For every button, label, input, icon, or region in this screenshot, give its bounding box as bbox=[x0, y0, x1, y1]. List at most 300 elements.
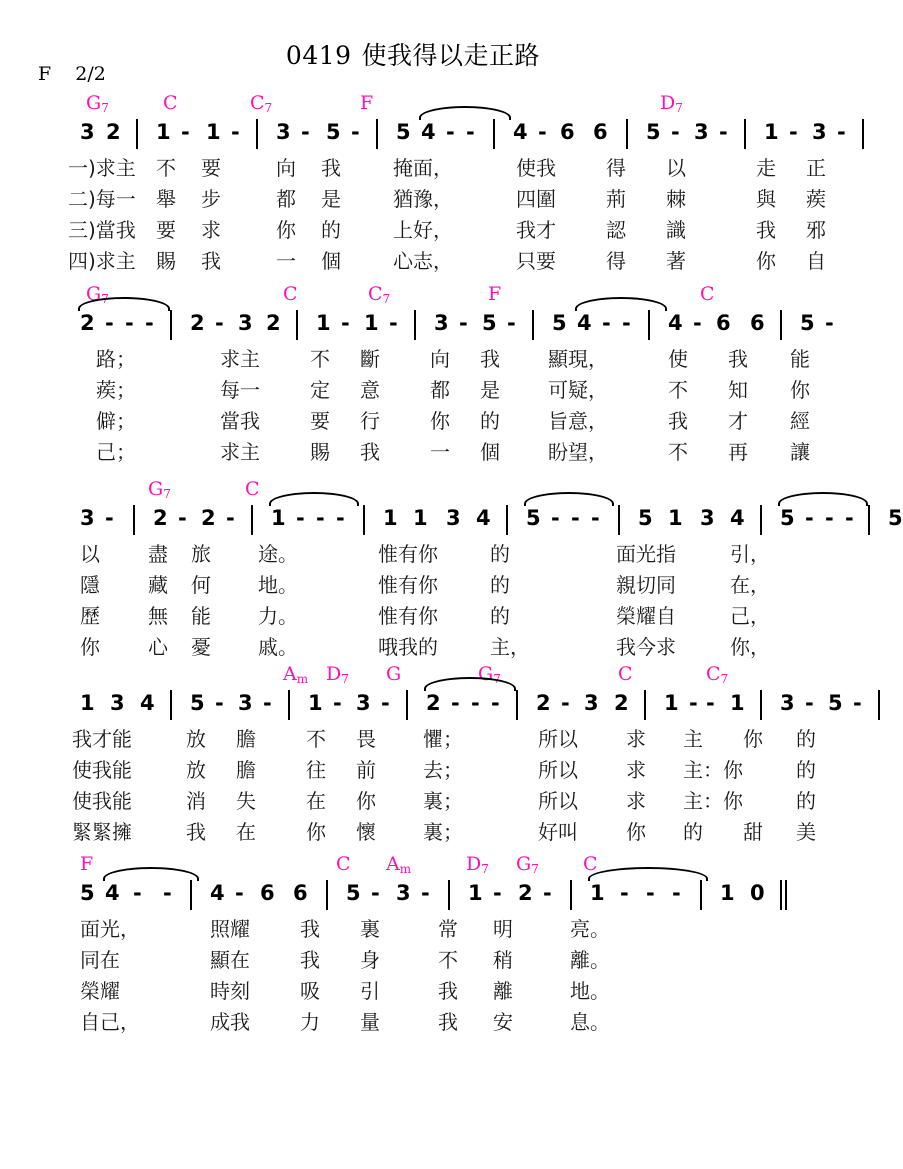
note-number: 3 bbox=[694, 120, 709, 144]
note-duration-dash: - bbox=[551, 506, 560, 530]
lyric-syllable: 著 bbox=[666, 249, 686, 273]
note-duration-dash: - bbox=[591, 506, 600, 530]
lyric-syllable: 量 bbox=[360, 1010, 380, 1034]
chord-symbol: $C_7$ bbox=[368, 283, 391, 306]
note-duration-dash: - bbox=[301, 120, 310, 144]
lyric-syllable: 榮耀自 bbox=[616, 604, 676, 628]
lyric-syllable: 旨意， bbox=[548, 409, 608, 433]
lyric-syllable: 一)求主 bbox=[68, 156, 136, 180]
lyric-syllable: 識 bbox=[666, 218, 686, 242]
lyric-line-verse-1 bbox=[38, 345, 810, 376]
lyric-syllable: 三)當我 bbox=[68, 218, 136, 242]
lyric-syllable: 路； bbox=[96, 347, 136, 371]
lyric-syllable: 意 bbox=[360, 378, 380, 402]
lyric-syllable: 在 bbox=[236, 820, 256, 844]
lyric-syllable: 求 bbox=[626, 727, 646, 751]
lyric-syllable: 求主 bbox=[220, 440, 260, 464]
system-2-note-row bbox=[38, 309, 834, 343]
lyric-syllable: 一 bbox=[430, 440, 450, 464]
lyric-syllable: 求 bbox=[626, 758, 646, 782]
system-2 bbox=[38, 283, 834, 469]
lyric-syllable: 時刻 bbox=[210, 979, 250, 1003]
chord-extension: 7 bbox=[675, 101, 683, 115]
barline bbox=[744, 119, 746, 149]
barline bbox=[644, 690, 646, 720]
page-title bbox=[0, 36, 826, 72]
lyric-syllable: 我今求 bbox=[616, 635, 676, 659]
system-5 bbox=[38, 853, 796, 1039]
lyric-syllable: 身 bbox=[360, 948, 380, 972]
note-duration-dash: - bbox=[646, 881, 655, 905]
note-duration-dash: - bbox=[451, 691, 460, 715]
note-duration-dash: - bbox=[263, 691, 272, 715]
system-5-note-row bbox=[38, 879, 796, 913]
note-number: 2 bbox=[201, 506, 216, 530]
lyric-syllable: 走 bbox=[756, 156, 776, 180]
lyric-syllable: 我 bbox=[438, 979, 458, 1003]
system-1-lyrics bbox=[38, 154, 826, 278]
chord-extension: 7 bbox=[163, 487, 171, 501]
lyric-syllable: 己， bbox=[730, 604, 770, 628]
note-number: 1 bbox=[590, 881, 605, 905]
lyric-syllable: 求 bbox=[201, 218, 221, 242]
note-duration-dash: - bbox=[215, 311, 224, 335]
lyric-syllable: 榮耀 bbox=[80, 979, 120, 1003]
lyric-syllable: 要 bbox=[156, 218, 176, 242]
lyric-syllable: 失 bbox=[236, 789, 256, 813]
lyric-syllable: 心 bbox=[148, 635, 168, 659]
lyric-syllable: 舉 bbox=[156, 187, 176, 211]
note-number: 4 bbox=[140, 691, 155, 715]
note-duration-dash: - bbox=[341, 311, 350, 335]
chord-symbol: $D_7$ bbox=[466, 853, 489, 876]
lyric-syllable: 你 bbox=[756, 249, 776, 273]
note-duration-dash: - bbox=[471, 691, 480, 715]
lyric-syllable: 自己， bbox=[80, 1010, 140, 1034]
note-duration-dash: - bbox=[333, 691, 342, 715]
lyric-syllable: 不 bbox=[438, 948, 458, 972]
lyric-syllable: 安 bbox=[493, 1010, 513, 1034]
lyric-syllable: 經 bbox=[790, 409, 810, 433]
lyric-syllable: 惟有你 bbox=[378, 573, 438, 597]
barline bbox=[288, 690, 290, 720]
chord-symbol: C bbox=[336, 853, 351, 875]
chord-extension: m bbox=[296, 672, 309, 686]
note-duration-dash: - bbox=[622, 311, 631, 335]
lyric-syllable: 地。 bbox=[570, 979, 610, 1003]
lyric-line-verse-1 bbox=[38, 154, 826, 185]
hymn-number: 0419 bbox=[285, 41, 352, 70]
lyric-line-verse-1 bbox=[38, 725, 816, 756]
system-3-note-row bbox=[38, 504, 903, 538]
lyric-syllable: 斷 bbox=[360, 347, 380, 371]
note-number: 4 bbox=[668, 311, 683, 335]
lyric-syllable: 正 bbox=[806, 156, 826, 180]
chord-symbol: $G_7$ bbox=[86, 283, 109, 306]
barline bbox=[760, 690, 762, 720]
lyric-line-verse-4 bbox=[38, 633, 796, 664]
system-1 bbox=[38, 92, 846, 278]
note-number: 3 bbox=[238, 311, 253, 335]
note-number: 1 bbox=[668, 506, 683, 530]
note-number: 5 bbox=[638, 506, 653, 530]
lyric-line-verse-3 bbox=[38, 407, 810, 438]
lyric-syllable: 在， bbox=[730, 573, 770, 597]
note-number: 1 bbox=[316, 311, 331, 335]
lyric-syllable: 我 bbox=[668, 409, 688, 433]
lyric-syllable: 荊 bbox=[606, 187, 626, 211]
lyric-syllable: 以 bbox=[80, 542, 100, 566]
note-number: 2 bbox=[190, 311, 205, 335]
barline bbox=[618, 505, 620, 535]
lyric-syllable: 往 bbox=[306, 758, 326, 782]
lyric-syllable: 才 bbox=[728, 409, 748, 433]
note-number: 3 bbox=[780, 691, 795, 715]
lyric-syllable: 稍 bbox=[493, 948, 513, 972]
lyric-line-verse-2 bbox=[38, 185, 826, 216]
note-number: 3 bbox=[356, 691, 371, 715]
chord-symbol: C bbox=[618, 663, 633, 685]
note-number: 6 bbox=[560, 120, 575, 144]
key-and-meter bbox=[38, 63, 106, 85]
note-duration-dash: - bbox=[163, 881, 172, 905]
lyric-syllable: 可疑， bbox=[548, 378, 608, 402]
lyric-syllable: 緊緊擁 bbox=[72, 820, 132, 844]
lyric-syllable: 放 bbox=[186, 758, 206, 782]
lyric-syllable: 你 bbox=[276, 218, 296, 242]
chord-symbol: $G_7$ bbox=[148, 478, 171, 501]
lyric-syllable: 與 bbox=[756, 187, 776, 211]
chord-symbol: C bbox=[700, 283, 715, 305]
lyric-syllable: 當我 bbox=[220, 409, 260, 433]
lyric-syllable: 能 bbox=[790, 347, 810, 371]
lyric-syllable: 常 bbox=[438, 917, 458, 941]
note-number: 1 bbox=[383, 506, 398, 530]
barline bbox=[700, 880, 702, 910]
barline bbox=[493, 119, 495, 149]
lyric-syllable: 讓 bbox=[790, 440, 810, 464]
note-number: 5 bbox=[526, 506, 541, 530]
note-duration-dash: - bbox=[316, 506, 325, 530]
barline bbox=[648, 310, 650, 340]
note-duration-dash: - bbox=[706, 691, 715, 715]
note-duration-dash: - bbox=[825, 311, 834, 335]
lyric-syllable: 掩面， bbox=[393, 156, 453, 180]
barline bbox=[326, 880, 328, 910]
chord-symbol: $G_7$ bbox=[516, 853, 539, 876]
lyric-syllable: 個 bbox=[321, 249, 341, 273]
lyric-syllable: 認 bbox=[606, 218, 626, 242]
note-duration-dash: - bbox=[805, 506, 814, 530]
lyric-syllable: 猶豫， bbox=[393, 187, 453, 211]
lyric-syllable: 的 bbox=[490, 573, 510, 597]
note-number: 2 bbox=[106, 120, 121, 144]
system-3-chord-row bbox=[38, 478, 796, 504]
note-number: 2 bbox=[518, 881, 533, 905]
note-number: 6 bbox=[750, 311, 765, 335]
lyric-syllable: 求 bbox=[626, 789, 646, 813]
note-number: 3 bbox=[434, 311, 449, 335]
lyric-syllable: 都 bbox=[276, 187, 296, 211]
lyric-syllable: 無 bbox=[148, 604, 168, 628]
lyric-line-verse-3 bbox=[38, 602, 796, 633]
lyric-syllable: 我 bbox=[300, 917, 320, 941]
note-number: 1 bbox=[413, 506, 428, 530]
lyric-syllable: 四)求主 bbox=[68, 249, 136, 273]
note-duration-dash: - bbox=[507, 311, 516, 335]
lyric-syllable: 旅 bbox=[191, 542, 211, 566]
lyric-syllable: 的 bbox=[683, 820, 703, 844]
lyric-syllable: 哦我的 bbox=[378, 635, 438, 659]
system-4-lyrics bbox=[38, 725, 816, 849]
chord-symbol: C bbox=[583, 853, 598, 875]
rest-symbol: 0 bbox=[750, 881, 765, 905]
chord-extension: 7 bbox=[720, 672, 729, 686]
lyric-syllable: 己； bbox=[96, 440, 136, 464]
note-number: 5 bbox=[780, 506, 795, 530]
lyric-line-verse-3 bbox=[38, 216, 826, 247]
lyric-syllable: 每一 bbox=[220, 378, 260, 402]
lyric-syllable: 膽 bbox=[236, 758, 256, 782]
barline bbox=[570, 880, 572, 910]
lyric-syllable: 懼； bbox=[423, 727, 463, 751]
barline bbox=[532, 310, 534, 340]
note-number: 4 bbox=[476, 506, 491, 530]
note-number: 4 bbox=[210, 881, 225, 905]
lyric-syllable: 照耀 bbox=[210, 917, 250, 941]
note-number: 3 bbox=[812, 120, 827, 144]
chord-symbol: $D_7$ bbox=[660, 92, 683, 115]
lyric-syllable: 步 bbox=[201, 187, 221, 211]
note-duration-dash: - bbox=[178, 506, 187, 530]
system-4-chord-row bbox=[38, 663, 796, 689]
chord-symbol: $C_7$ bbox=[250, 92, 273, 115]
lyric-syllable: 二)每一 bbox=[68, 187, 136, 211]
note-duration-dash: - bbox=[105, 506, 114, 530]
lyric-syllable: 甜 bbox=[743, 820, 763, 844]
note-number: 5 bbox=[346, 881, 361, 905]
barline bbox=[516, 690, 518, 720]
note-number: 2 bbox=[266, 311, 281, 335]
note-number: 2 bbox=[153, 506, 168, 530]
note-number: 5 bbox=[800, 311, 815, 335]
lyric-syllable: 你 bbox=[626, 820, 646, 844]
note-number: 5 bbox=[828, 691, 843, 715]
system-1-chord-row bbox=[38, 92, 796, 118]
lyric-syllable: 亮。 bbox=[570, 917, 610, 941]
note-duration-dash: - bbox=[689, 691, 698, 715]
barline bbox=[448, 880, 450, 910]
lyric-syllable: 盡 bbox=[148, 542, 168, 566]
lyric-syllable: 前 bbox=[356, 758, 376, 782]
barline bbox=[878, 690, 880, 720]
note-number: 5 bbox=[482, 311, 497, 335]
barline bbox=[170, 310, 172, 340]
lyric-syllable: 你， bbox=[730, 635, 770, 659]
lyric-syllable: 主：你 bbox=[683, 758, 743, 782]
note-number: 2 bbox=[426, 691, 441, 715]
note-duration-dash: - bbox=[125, 311, 134, 335]
system-3 bbox=[38, 478, 903, 664]
lyric-syllable: 你 bbox=[80, 635, 100, 659]
lyric-syllable: 不 bbox=[310, 347, 330, 371]
chord-symbol: $C_7$ bbox=[706, 663, 729, 686]
lyric-syllable: 你 bbox=[790, 378, 810, 402]
lyric-syllable: 個 bbox=[480, 440, 500, 464]
lyric-syllable: 我 bbox=[728, 347, 748, 371]
note-number: 1 bbox=[156, 120, 171, 144]
lyric-syllable: 親切同 bbox=[616, 573, 676, 597]
lyric-syllable: 一 bbox=[276, 249, 296, 273]
note-duration-dash: - bbox=[837, 120, 846, 144]
lyric-line-verse-1 bbox=[38, 540, 796, 571]
note-number: 5 bbox=[326, 120, 341, 144]
note-duration-dash: - bbox=[226, 506, 235, 530]
lyric-syllable: 吸 bbox=[300, 979, 320, 1003]
lyric-syllable: 得 bbox=[606, 249, 626, 273]
system-1-note-row bbox=[38, 118, 846, 152]
lyric-syllable: 好叫 bbox=[538, 820, 578, 844]
lyric-line-verse-3 bbox=[38, 977, 796, 1008]
note-number: 1 bbox=[206, 120, 221, 144]
barline bbox=[506, 505, 508, 535]
lyric-line-verse-4 bbox=[38, 818, 816, 849]
lyric-syllable: 成我 bbox=[210, 1010, 250, 1034]
lyric-syllable: 知 bbox=[728, 378, 748, 402]
lyric-syllable: 的 bbox=[321, 218, 341, 242]
note-duration-dash: - bbox=[693, 311, 702, 335]
chord-symbol: F bbox=[80, 853, 94, 875]
lyric-syllable: 惟有你 bbox=[378, 604, 438, 628]
barline bbox=[626, 119, 628, 149]
note-duration-dash: - bbox=[561, 691, 570, 715]
lyric-syllable: 裏 bbox=[360, 917, 380, 941]
lyric-syllable: 明 bbox=[493, 917, 513, 941]
note-number: 3 bbox=[396, 881, 411, 905]
lyric-syllable: 我 bbox=[438, 1010, 458, 1034]
lyric-syllable: 藏 bbox=[148, 573, 168, 597]
note-duration-dash: - bbox=[296, 506, 305, 530]
lyric-syllable: 你 bbox=[430, 409, 450, 433]
barline bbox=[170, 690, 172, 720]
note-duration-dash: - bbox=[231, 120, 240, 144]
lyric-syllable: 力 bbox=[300, 1010, 320, 1034]
note-duration-dash: - bbox=[105, 311, 114, 335]
lyric-syllable: 途。 bbox=[258, 542, 298, 566]
system-2-lyrics bbox=[38, 345, 810, 469]
note-number: 3 bbox=[446, 506, 461, 530]
key-signature: F bbox=[38, 63, 52, 85]
hymn-title-text: 使我得以走正路 bbox=[361, 41, 541, 70]
lyric-syllable: 使 bbox=[668, 347, 688, 371]
lyric-syllable: 懷 bbox=[356, 820, 376, 844]
lyric-syllable: 是 bbox=[321, 187, 341, 211]
lyric-syllable: 使我能 bbox=[72, 789, 132, 813]
note-number: 4 bbox=[105, 881, 120, 905]
note-number: 3 bbox=[238, 691, 253, 715]
chord-symbol: F bbox=[360, 92, 374, 114]
lyric-line-verse-4 bbox=[38, 438, 810, 469]
lyric-syllable: 所以 bbox=[538, 789, 578, 813]
lyric-syllable: 引， bbox=[730, 542, 770, 566]
lyric-syllable: 主 bbox=[683, 727, 703, 751]
note-number: 1 bbox=[271, 506, 286, 530]
note-number: 2 bbox=[80, 311, 95, 335]
lyric-syllable: 我 bbox=[201, 249, 221, 273]
note-duration-dash: - bbox=[459, 311, 468, 335]
note-number: 3 bbox=[700, 506, 715, 530]
lyric-syllable: 僻； bbox=[96, 409, 136, 433]
lyric-syllable: 我才 bbox=[516, 218, 556, 242]
lyric-syllable: 不 bbox=[668, 378, 688, 402]
chord-extension: 7 bbox=[493, 672, 501, 686]
lyric-syllable: 離 bbox=[493, 979, 513, 1003]
lyric-syllable: 行 bbox=[360, 409, 380, 433]
lyric-syllable: 我 bbox=[300, 948, 320, 972]
barline bbox=[862, 119, 864, 149]
note-number: 4 bbox=[730, 506, 745, 530]
lyric-syllable: 顯在 bbox=[210, 948, 250, 972]
lyric-syllable: 我 bbox=[756, 218, 776, 242]
note-number: 5 bbox=[396, 120, 411, 144]
lyric-syllable: 心志， bbox=[393, 249, 453, 273]
lyric-syllable: 的 bbox=[796, 727, 816, 751]
note-number: 3 bbox=[584, 691, 599, 715]
note-duration-dash: - bbox=[371, 881, 380, 905]
note-duration-dash: - bbox=[602, 311, 611, 335]
note-duration-dash: - bbox=[389, 311, 398, 335]
lyric-syllable: 是 bbox=[480, 378, 500, 402]
lyric-syllable: 息。 bbox=[570, 1010, 610, 1034]
note-number: 5 bbox=[646, 120, 661, 144]
barline bbox=[136, 119, 138, 149]
lyric-line-verse-2 bbox=[38, 376, 810, 407]
lyric-syllable: 我 bbox=[186, 820, 206, 844]
note-duration-dash: - bbox=[351, 120, 360, 144]
note-duration-dash: - bbox=[145, 311, 154, 335]
chord-symbol: C bbox=[245, 478, 260, 500]
lyric-syllable: 去； bbox=[423, 758, 463, 782]
lyric-syllable: 離。 bbox=[570, 948, 610, 972]
chord-symbol: $A_m$ bbox=[283, 663, 309, 686]
note-number: 1 bbox=[664, 691, 679, 715]
barline bbox=[256, 119, 258, 149]
note-duration-dash: - bbox=[845, 506, 854, 530]
lyric-syllable: 要 bbox=[201, 156, 221, 180]
barline bbox=[760, 505, 762, 535]
system-4 bbox=[38, 663, 862, 849]
note-duration-dash: - bbox=[571, 506, 580, 530]
note-number: 2 bbox=[536, 691, 551, 715]
lyric-syllable: 我才能 bbox=[72, 727, 132, 751]
lyric-syllable: 憂 bbox=[191, 635, 211, 659]
note-duration-dash: - bbox=[421, 881, 430, 905]
system-4-note-row bbox=[38, 689, 862, 723]
lyric-syllable: 賜 bbox=[310, 440, 330, 464]
note-duration-dash: - bbox=[825, 506, 834, 530]
lyric-syllable: 定 bbox=[310, 378, 330, 402]
lyric-syllable: 要 bbox=[310, 409, 330, 433]
lyric-syllable: 我 bbox=[480, 347, 500, 371]
barline bbox=[406, 690, 408, 720]
barline bbox=[868, 505, 870, 535]
lyric-syllable: 賜 bbox=[156, 249, 176, 273]
lyric-syllable: 再 bbox=[728, 440, 748, 464]
chord-symbol: F bbox=[488, 283, 502, 305]
system-3-lyrics bbox=[38, 540, 796, 664]
lyric-syllable: 能 bbox=[191, 604, 211, 628]
lyric-syllable: 面光， bbox=[80, 917, 140, 941]
